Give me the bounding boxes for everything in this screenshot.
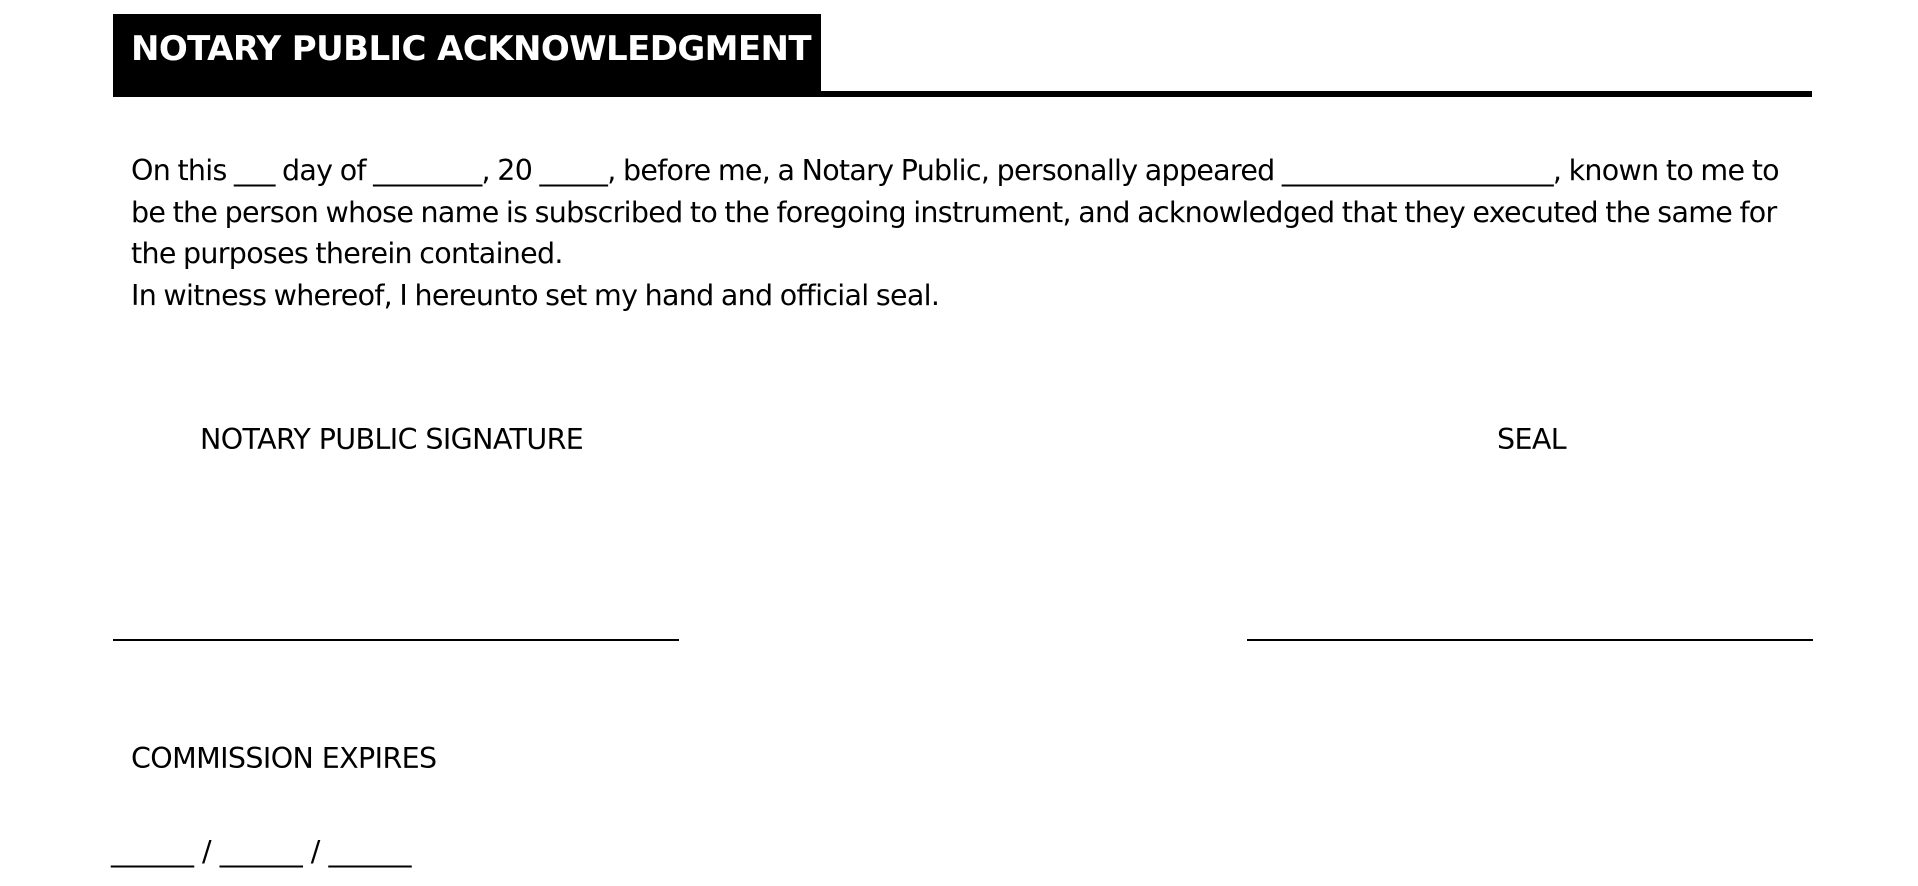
title-underline <box>821 91 1812 97</box>
title-box <box>113 14 821 97</box>
signature-line <box>113 639 679 641</box>
acknowledgment-paragraph: On this ___ day of ________, 20 _____, before me, a Notary Public, personally appeared ____________________, known to me to be the person whose name is subscribed to the foregoing instrument, and acknowledged that they executed the same for the purposes therein contained. <box>131 154 1779 271</box>
title-bar <box>113 14 1812 97</box>
document-title: NOTARY PUBLIC ACKNOWLEDGMENT <box>131 29 811 69</box>
seal-label: SEAL <box>1497 423 1567 456</box>
commission-date-blank: ______ / ______ / ______ <box>111 835 411 868</box>
witness-paragraph: In witness whereof, I hereunto set my hand and official seal. <box>131 278 940 312</box>
commission-expires-label: COMMISSION EXPIRES <box>131 742 437 775</box>
acknowledgment-body <box>131 150 1811 316</box>
seal-line <box>1247 639 1813 641</box>
notary-signature-label: NOTARY PUBLIC SIGNATURE <box>200 423 584 456</box>
